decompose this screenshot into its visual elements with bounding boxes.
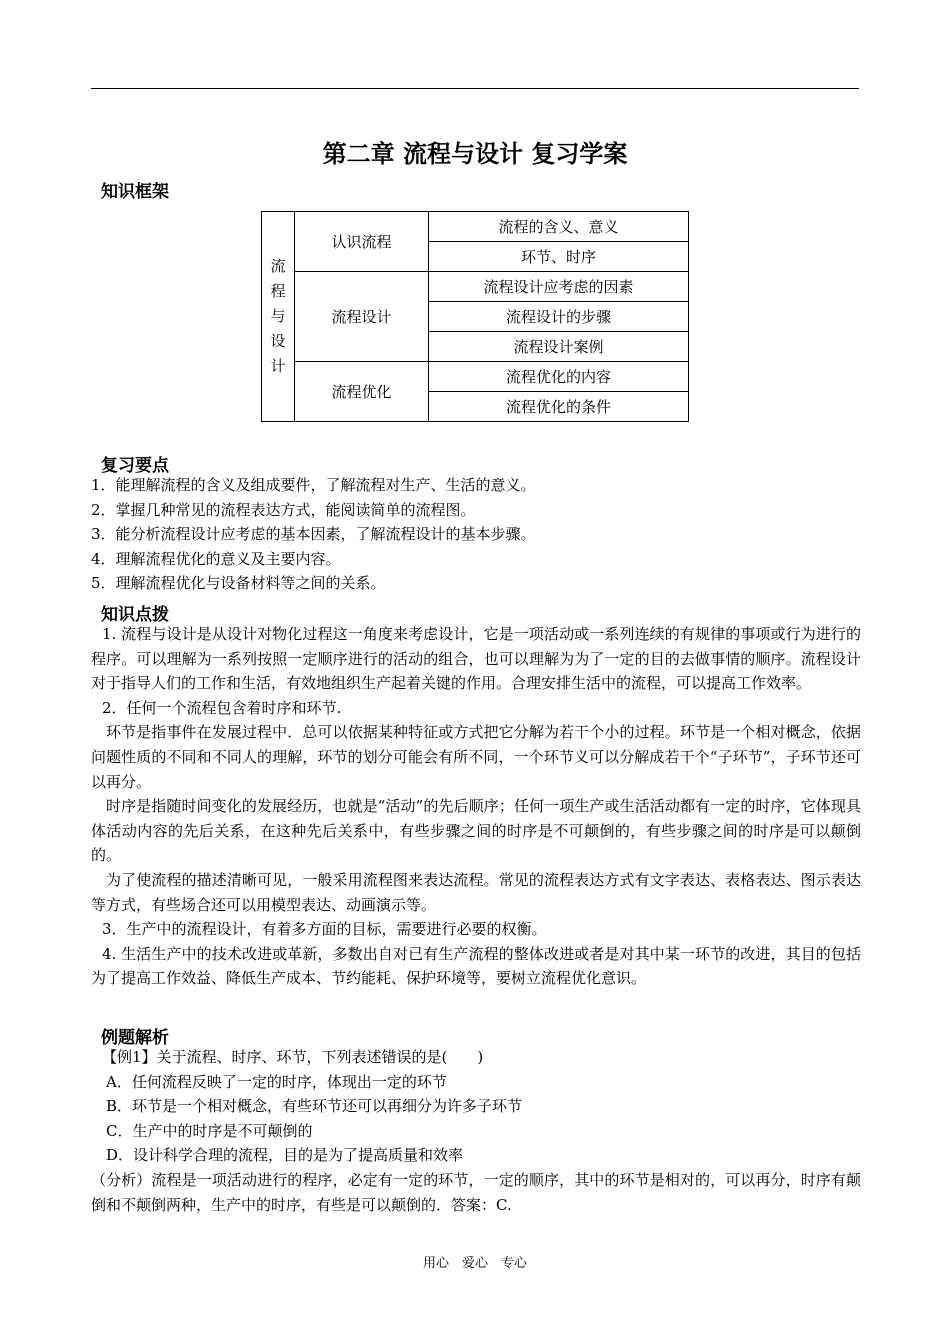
section-heading-review: 复习要点 xyxy=(101,456,169,476)
framework-item: 流程设计案例 xyxy=(429,332,689,362)
framework-item: 流程的含义、意义 xyxy=(429,212,689,242)
list-item: 2．掌握几种常见的流程表达方式，能阅读简单的流程图。 xyxy=(91,500,476,519)
paragraph: 环节是指事件在发展过程中．总可以依据某种特征或方式把它分解为若干个小的过程。环节是一个相对概念，依据问题性质的不同和不同人的理解，环节的划分可能会有所不同，一个环节义可以分解成若干个“子环节”，子环节还可以再分。 xyxy=(91,723,861,791)
page-title: 第二章 流程与设计 复习学案 xyxy=(322,140,628,168)
section-heading-example: 例题解析 xyxy=(101,1028,169,1048)
framework-item: 流程设计的步骤 xyxy=(429,302,689,332)
paragraph: 3．生产中的流程设计，有着多方面的目标，需要进行必要的权衡。 xyxy=(102,920,547,939)
example-option: D．设计科学合理的流程，目的是为了提高质量和效率 xyxy=(106,1146,464,1165)
example-question: 【例1】关于流程、时序、环节，下列表述错误的是( ) xyxy=(102,1048,484,1066)
header-rule xyxy=(91,88,859,89)
example-block xyxy=(91,1045,861,1217)
paragraph: 1. 流程与设计是从设计对物化过程这一角度来考虑设计，它是一项活动或一系列连续的有规律的事项或行为进行的程序。可以理解为一系列按照一定顺序进行的活动的组合，也可以理解为为了一定的目的去做事情的顺序。流程设计对于指导人们的工作和生活，有效地组织生产起着关键的作用。合理安排生活中的流程，可以提高工作效率。 xyxy=(91,625,861,693)
example-option: A．任何流程反映了一定的时序，体现出一定的环节 xyxy=(106,1072,447,1091)
example-option: B．环节是一个相对概念，有些环节还可以再细分为许多子环节 xyxy=(106,1097,523,1116)
framework-group: 认识流程 xyxy=(295,212,429,272)
framework-item: 流程优化的内容 xyxy=(429,362,689,392)
page-footer: 用心 爱心 专心 xyxy=(422,1256,527,1271)
example-option: C．生产中的时序是不可颠倒的 xyxy=(106,1121,313,1140)
paragraph: 2．任何一个流程包含着时序和环节. xyxy=(102,698,342,717)
framework-item: 环节、时序 xyxy=(429,242,689,272)
knowledge-framework-table xyxy=(261,211,689,422)
knowledge-paragraphs xyxy=(91,622,861,991)
example-analysis: （分析）流程是一项活动进行的程序，必定有一定的环节，一定的顺序，其中的环节是相对的，可以再分，时序有颠倒和不颠倒两种，生产中的时序，有些是可以颠倒的．答案：C. xyxy=(91,1170,861,1214)
framework-item: 流程优化的条件 xyxy=(429,392,689,422)
framework-group: 流程优化 xyxy=(295,362,429,422)
paragraph: 为了使流程的描述清晰可见，一般采用流程图来表达流程。常见的流程表达方式有文字表达、表格表达、图示表达等方式，有些场合还可以用模型表达、动画演示等。 xyxy=(91,870,861,914)
list-item: 4．理解流程优化的意义及主要内容。 xyxy=(91,549,341,568)
paragraph: 时序是指随时间变化的发展经历，也就是“活动”的先后顺序；任何一项生产或生活活动都有一定的时序，它体现具体活动内容的先后关系，在这种先后关系中，有些步骤之间的时序是不可颠倒的，有些步骤之间的时序是可以颠倒的。 xyxy=(91,797,861,865)
section-heading-framework: 知识框架 xyxy=(101,182,169,202)
framework-root: 流 程 与 设 计 xyxy=(262,212,295,422)
list-item: 3．能分析流程设计应考虑的基本因素，了解流程设计的基本步骤。 xyxy=(91,525,536,544)
review-points-list xyxy=(91,473,861,596)
framework-group: 流程设计 xyxy=(295,272,429,362)
section-heading-knowledge: 知识点拨 xyxy=(101,605,169,625)
list-item: 5．理解流程优化与设备材料等之间的关系。 xyxy=(91,574,386,593)
framework-item: 流程设计应考虑的因素 xyxy=(429,272,689,302)
list-item: 1．能理解流程的含义及组成要件，了解流程对生产、生活的意义。 xyxy=(91,476,536,494)
paragraph: 4. 生活生产中的技术改进或革新，多数出自对已有生产流程的整体改进或者是对其中某一环节的改进，其目的包括为了提高工作效益、降低生产成本、节约能耗、保护环境等，要树立流程优化意识。 xyxy=(91,944,861,988)
